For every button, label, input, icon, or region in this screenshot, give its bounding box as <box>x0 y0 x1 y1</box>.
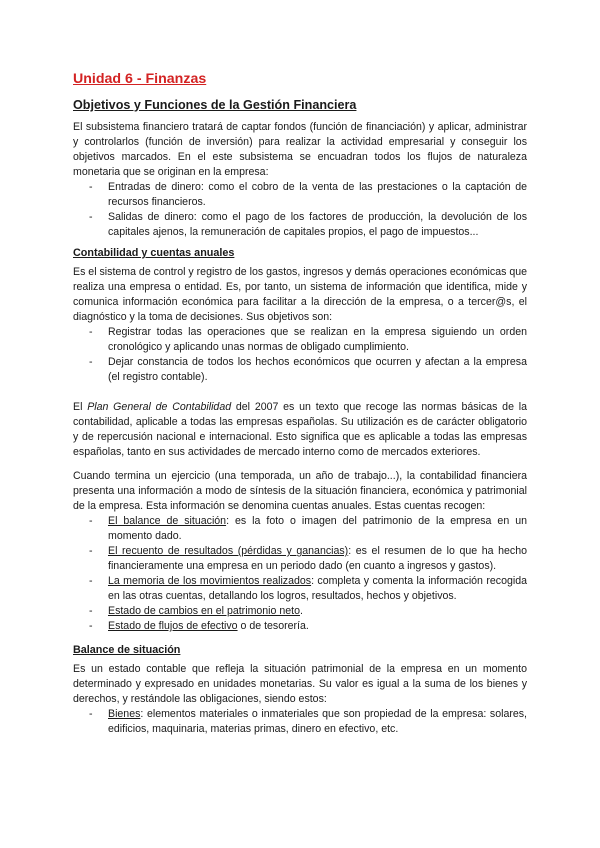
plan-rest: del 2007 es un texto que recoge las normas básicas de la contabilidad, aplicable a todas las empresas españolas. Su utilización es de carácter obligatorio y de repercusión nacional e internacional. Esto significa que es aplicable a todas las empresas españolas, tanto en sus actividades de mercado interno como de mercados exteriores. <box>73 401 527 458</box>
list-item: - Entradas de dinero: como el cobro de la venta de las prestaciones o la captación de recursos financieros. <box>73 180 527 210</box>
item-text: : completa y comenta la información recogida en las otras cuentas, detallando los logros, resultados, hechos y objetivos. <box>108 575 527 602</box>
annual-accounts-list <box>73 514 527 634</box>
item-text: : es el resumen de lo que ha hecho financieramente una empresa en un periodo dado (en cuanto a ingresos y gastos). <box>108 545 527 572</box>
document-page <box>73 70 527 743</box>
item-text: : es la foto o imagen del patrimonio de la empresa en un momento dado. <box>108 515 527 542</box>
item-term: Estado de flujos de efectivo <box>108 620 238 632</box>
section-heading-objetivos: Objetivos y Funciones de la Gestión Financiera <box>73 98 357 112</box>
bullet-list <box>73 325 527 385</box>
bullet-list <box>73 180 527 240</box>
item-text: . <box>299 605 303 617</box>
plan-title: Plan General de Contabilidad <box>87 401 232 413</box>
list-item: - Dejar constancia de todos los hechos económicos que ocurren y afectan a la empresa (el registro contable). <box>73 355 527 385</box>
item-text: o de tesorería. <box>237 620 309 632</box>
unit-title: Unidad 6 - Finanzas <box>73 71 207 87</box>
section-paragraph: Es un estado contable que refleja la situación patrimonial de la empresa en un momento determinado y expresado en unidades monetarias. Su valor es igual a la suma de los bienes y derechos, y restándole las obligaciones, siendo estos: <box>73 663 527 705</box>
list-item <box>73 604 527 619</box>
list-item <box>73 619 527 634</box>
section-paragraph: Es el sistema de control y registro de los gastos, ingresos y demás operaciones económicas que realiza una empresa o entidad. Es, por tanto, un sistema de información que identifica, mide y comunica información económica para facilitar a la dirección de la empresa, o a tercer@s, el diagnóstico y la toma de decisiones. Sus objetivos son: <box>73 266 527 323</box>
item-term: El recuento de resultados (pérdidas y ganancias) <box>108 545 349 557</box>
list-item: - Salidas de dinero: como el pago de los factores de producción, la devolución de los capitales ajenos, la remuneración de capitales propios, el pago de impuestos... <box>73 210 527 240</box>
plan-prefix: El <box>73 401 88 413</box>
plan-general-paragraph <box>73 400 527 460</box>
list-item <box>73 574 527 604</box>
list-item <box>73 514 527 544</box>
annual-accounts-paragraph: Cuando termina un ejercicio (una temporada, un año de trabajo...), la contabilidad financiera presenta una información a modo de síntesis de la situación financiera, económica y patrimonial de la empresa. Esta información se denomina cuentas anuales. Estas cuentas recogen: <box>73 470 527 512</box>
section-heading-contabilidad: Contabilidad y cuentas anuales <box>73 247 235 259</box>
list-item <box>73 707 527 737</box>
item-term: La memoria de los movimientos realizados <box>108 575 312 587</box>
item-term: El balance de situación <box>108 515 227 527</box>
list-item: - Registrar todas las operaciones que se realizan en la empresa siguiendo un orden cronológico y aplicando unas normas de obligado cumplimiento. <box>73 325 527 355</box>
bullet-list <box>73 707 527 737</box>
list-item <box>73 544 527 574</box>
section-heading-balance: Balance de situación <box>73 644 181 656</box>
item-term: Estado de cambios en el patrimonio neto <box>108 605 300 617</box>
item-text: : elementos materiales o inmateriales que son propiedad de la empresa: solares, edificios, maquinaria, materias primas, dinero en efectivo, etc. <box>108 708 527 735</box>
section-paragraph: El subsistema financiero tratará de captar fondos (función de financiación) y aplicar, administrar y controlarlos (función de inversión) para realizar la actividad empresarial y conseguir los objetivos marcados. En el este subsistema se encuadran todos los flujos de naturaleza monetaria que se originan en la empresa: <box>73 121 527 178</box>
item-term: Bienes <box>108 708 141 720</box>
